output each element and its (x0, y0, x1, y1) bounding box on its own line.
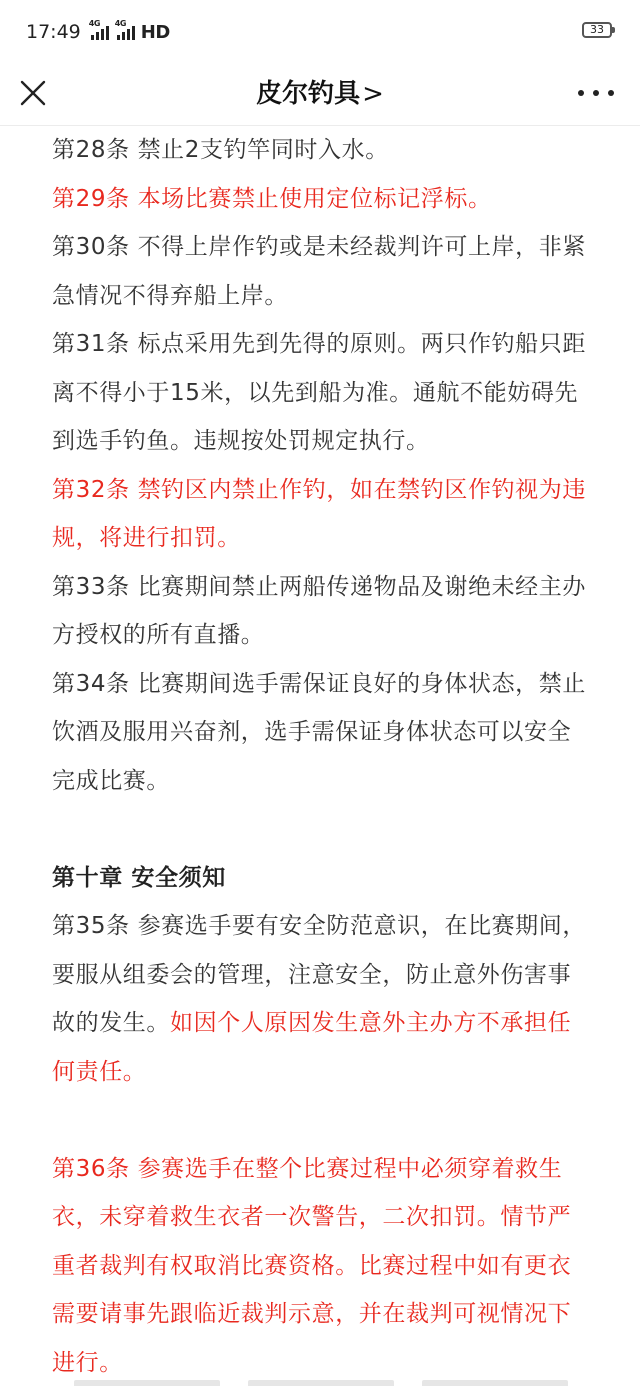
article-36: 第36条 参赛选手在整个比赛过程中必须穿着救生衣，未穿着救生衣者一次警告，二次扣罚。情节严重者裁判有权取消比赛资格。比赛过程中如有更衣需要请事先跟临近裁判示意，并在裁判可视情况下进行。 (52, 1145, 592, 1387)
article-30: 第30条 不得上岸作钓或是未经裁判许可上岸，非紧急情况不得弃船上岸。 (52, 223, 592, 320)
article-28: 第28条 禁止2支钓竿同时入水。 (52, 126, 592, 175)
battery-icon: 33 (582, 22, 612, 38)
signal-icon-2 (115, 24, 135, 40)
network-label-1: 4G (89, 19, 100, 28)
hd-indicator: HD (141, 22, 170, 43)
more-button[interactable] (578, 76, 614, 110)
article-32: 第32条 禁钓区内禁止作钓，如在禁钓区作钓视为违规，将进行扣罚。 (52, 466, 592, 563)
status-time: 17:49 (26, 21, 81, 43)
article-33: 第33条 比赛期间禁止两船传递物品及谢绝未经主办方授权的所有直播。 (52, 563, 592, 660)
article-34: 第34条 比赛期间选手需保证良好的身体状态，禁止饮酒及服用兴奋剂，选手需保证身体状态可以安全完成比赛。 (52, 660, 592, 806)
account-title-link[interactable] (0, 74, 640, 114)
article-29: 第29条 本场比赛禁止使用定位标记浮标。 (52, 175, 592, 224)
article-35-disclaimer: 如因个人原因发生意外主办方不承担任何责任。 (52, 1010, 571, 1085)
signal-icon (89, 24, 109, 40)
article-35 (52, 902, 592, 1096)
page-title: 皮尔钓具 (256, 79, 360, 109)
chapter-heading: 第十章 安全须知 (52, 854, 592, 903)
more-icon (578, 90, 584, 96)
status-bar (0, 0, 640, 64)
article-body (52, 126, 592, 1387)
chevron-right-icon: > (362, 79, 384, 109)
network-label-2: 4G (115, 19, 126, 28)
article-35-text: 第35条 参赛选手要有安全防范意识，在比赛期间，要服从组委会的管理，注意安全，防止意外伤害事故的发生。 (52, 913, 586, 1036)
nav-bar (0, 64, 640, 126)
bottom-toolbar-hint (74, 1380, 568, 1386)
article-31: 第31条 标点采用先到先得的原则。两只作钓船只距离不得小于15米，以先到船为准。通航不能妨碍先到选手钓鱼。违规按处罚规定执行。 (52, 320, 592, 466)
